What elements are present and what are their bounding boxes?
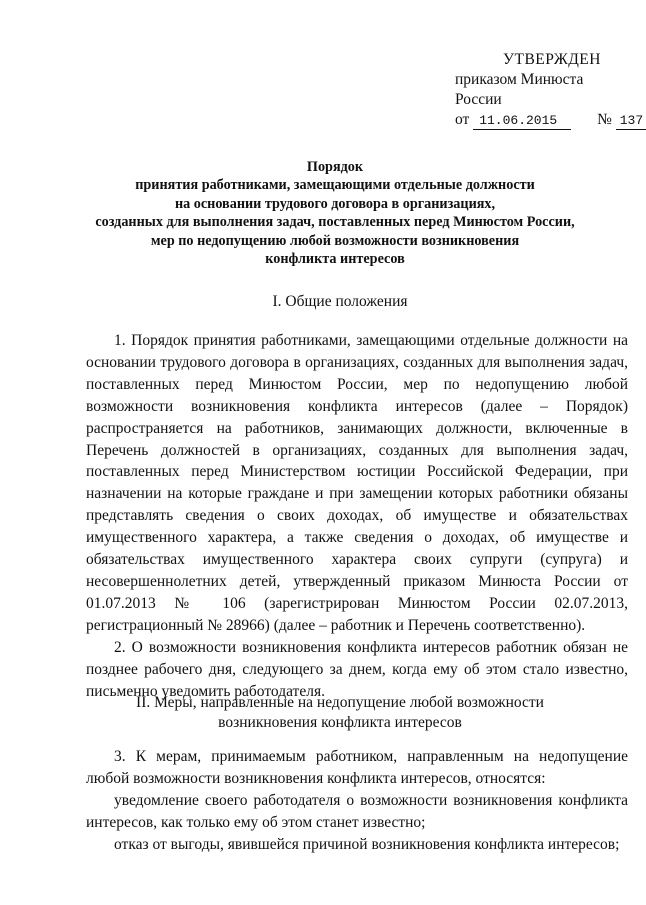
paragraph: 2. О возможности возникновения конфликта интересов работник обязан не позднее рабочего дня, следующего за днем, когда ему об этом стало известно, письменно уведомить работодателя.	[86, 638, 628, 700]
title-line: на основании трудового договора в организациях,	[174, 195, 496, 212]
title-line: принятия работниками, замещающими отдельные должности	[135, 177, 535, 194]
order-date: 11.06.2015	[473, 113, 571, 130]
paragraph: отказ от выгоды, явившейся причиной возникновения конфликта интересов;	[114, 835, 620, 853]
section-2-heading-line: возникновения конфликта интересов	[218, 714, 462, 731]
section-2-body	[86, 746, 628, 856]
approval-stamp	[455, 50, 644, 130]
order-number: 137	[616, 113, 646, 130]
title-line: конфликта интересов	[265, 251, 405, 268]
paragraph: уведомление своего работодателя о возможности возникновения конфликта интересов, как только ему об этом станет известно;	[86, 791, 628, 831]
date-prefix: от	[455, 111, 470, 128]
title-line: Порядок	[306, 159, 364, 175]
paragraph: 1. Порядок принятия работниками, замещающими отдельные должности на основании трудового договора в организациях, созданных для выполнения задач, поставленных перед Минюстом России, мер по недопущению любой возможности возникновения конфликта интересов (далее – Порядок) распространяется на работников, занимающих должности, включенные в Перечень должностей в организациях, созданных для выполнения задач, поставленных перед Министерством юстиции Российской Федерации, при назначении на которые граждане и при замещении которых работники обязаны представлять сведения о своих доходах, об имуществе и обязательствах имущественного характера, а также сведения о доходах, об имуществе и обязательствах имущественного характера своих супруги (супруга) и несовершеннолетних детей, утвержденный приказом Минюста России от 01.07.2013 № 106 (зарегистрирован Минюстом России 02.07.2013, регистрационный № 28966) (далее – работник и Перечень соответственно).	[86, 332, 628, 634]
section-1-body	[86, 330, 628, 702]
number-prefix: №	[597, 111, 612, 128]
order-date-number	[455, 110, 644, 130]
section-2-heading	[80, 693, 600, 733]
title-line: созданных для выполнения задач, поставленных перед Минюстом России,	[95, 214, 575, 231]
title-line: мер по недопущению любой возможности возникновения	[150, 232, 520, 249]
section-1-heading: I. Общие положения	[272, 293, 408, 310]
section-2-heading-line: II. Меры, направленные на недопущение любой возможности	[136, 694, 544, 711]
document-title	[70, 158, 600, 268]
approved-by-order: приказом Минюста России	[455, 71, 584, 108]
paragraph: 3. К мерам, принимаемым работником, направленным на недопущение любой возможности возникновения конфликта интересов, относятся:	[86, 748, 628, 787]
approved-label: УТВЕРЖДЕН	[503, 51, 601, 68]
